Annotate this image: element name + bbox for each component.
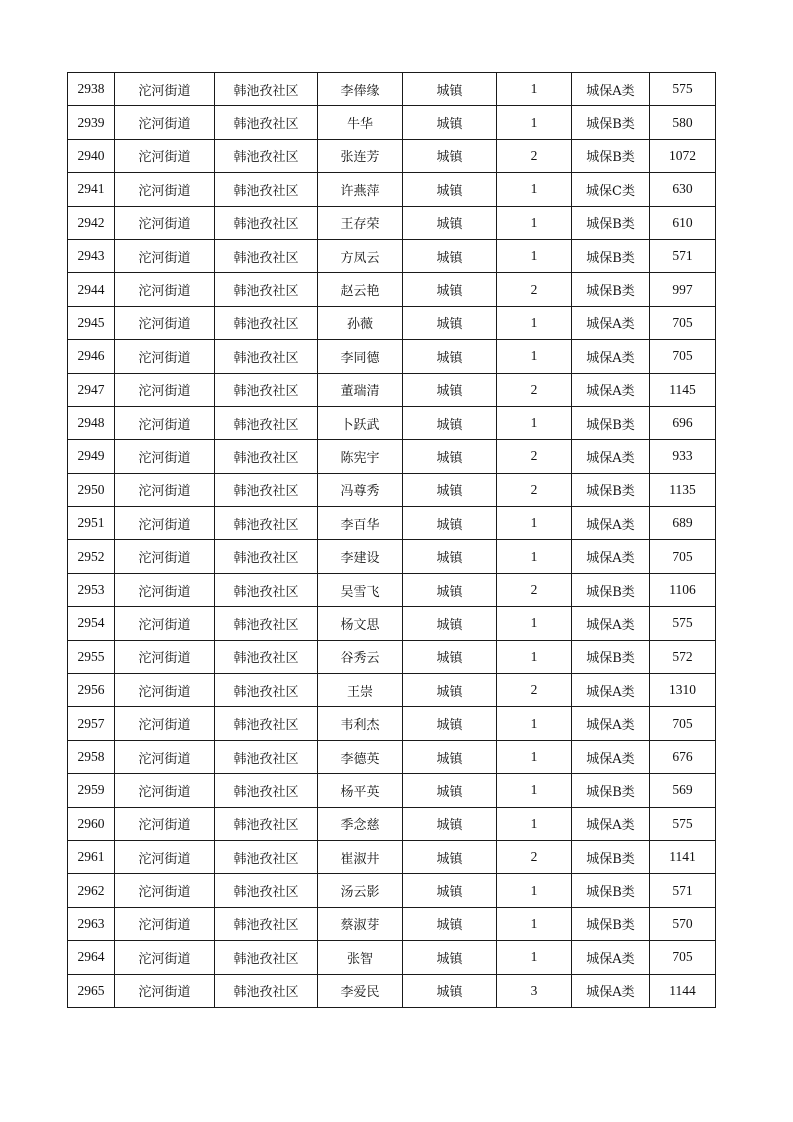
street-cell: 沱河街道	[115, 173, 215, 206]
table-body	[68, 73, 716, 1008]
category-cell: 城保A类	[572, 507, 650, 540]
community-cell: 韩池孜社区	[215, 306, 318, 339]
street-cell: 沱河街道	[115, 507, 215, 540]
street-cell: 沱河街道	[115, 740, 215, 773]
name-cell: 季念慈	[318, 807, 403, 840]
row-number-cell: 2961	[68, 840, 115, 873]
amount-cell: 705	[650, 540, 716, 573]
name-cell: 方凤云	[318, 239, 403, 272]
household-count-cell: 1	[497, 507, 572, 540]
amount-cell: 571	[650, 874, 716, 907]
area-type-cell: 城镇	[403, 507, 497, 540]
name-cell: 蔡淑芽	[318, 907, 403, 940]
household-count-cell: 1	[497, 340, 572, 373]
name-cell: 许燕萍	[318, 173, 403, 206]
row-number-cell: 2948	[68, 406, 115, 439]
amount-cell: 575	[650, 73, 716, 106]
household-count-cell: 1	[497, 206, 572, 239]
amount-cell: 610	[650, 206, 716, 239]
street-cell: 沱河街道	[115, 874, 215, 907]
category-cell: 城保B类	[572, 273, 650, 306]
amount-cell: 689	[650, 507, 716, 540]
category-cell: 城保B类	[572, 139, 650, 172]
name-cell: 牛华	[318, 106, 403, 139]
table-row	[68, 206, 716, 239]
household-count-cell: 2	[497, 440, 572, 473]
community-cell: 韩池孜社区	[215, 807, 318, 840]
community-cell: 韩池孜社区	[215, 640, 318, 673]
amount-cell: 933	[650, 440, 716, 473]
category-cell: 城保B类	[572, 840, 650, 873]
name-cell: 张连芳	[318, 139, 403, 172]
table-row	[68, 774, 716, 807]
area-type-cell: 城镇	[403, 239, 497, 272]
row-number-cell: 2964	[68, 941, 115, 974]
amount-cell: 571	[650, 239, 716, 272]
name-cell: 王存荣	[318, 206, 403, 239]
community-cell: 韩池孜社区	[215, 774, 318, 807]
table-row	[68, 106, 716, 139]
category-cell: 城保A类	[572, 674, 650, 707]
row-number-cell: 2943	[68, 239, 115, 272]
row-number-cell: 2939	[68, 106, 115, 139]
amount-cell: 1106	[650, 573, 716, 606]
row-number-cell: 2952	[68, 540, 115, 573]
area-type-cell: 城镇	[403, 173, 497, 206]
household-count-cell: 1	[497, 640, 572, 673]
category-cell: 城保A类	[572, 540, 650, 573]
household-count-cell: 1	[497, 306, 572, 339]
area-type-cell: 城镇	[403, 139, 497, 172]
street-cell: 沱河街道	[115, 807, 215, 840]
area-type-cell: 城镇	[403, 340, 497, 373]
area-type-cell: 城镇	[403, 674, 497, 707]
name-cell: 王崇	[318, 674, 403, 707]
category-cell: 城保A类	[572, 807, 650, 840]
category-cell: 城保B类	[572, 640, 650, 673]
amount-cell: 575	[650, 607, 716, 640]
name-cell: 杨平英	[318, 774, 403, 807]
street-cell: 沱河街道	[115, 440, 215, 473]
street-cell: 沱河街道	[115, 974, 215, 1007]
table-row	[68, 273, 716, 306]
name-cell: 冯尊秀	[318, 473, 403, 506]
row-number-cell: 2957	[68, 707, 115, 740]
street-cell: 沱河街道	[115, 406, 215, 439]
table-row	[68, 674, 716, 707]
table-row	[68, 707, 716, 740]
household-count-cell: 1	[497, 239, 572, 272]
category-cell: 城保B类	[572, 774, 650, 807]
name-cell: 李俸缘	[318, 73, 403, 106]
community-cell: 韩池孜社区	[215, 740, 318, 773]
table-row	[68, 740, 716, 773]
household-count-cell: 1	[497, 73, 572, 106]
category-cell: 城保A类	[572, 340, 650, 373]
street-cell: 沱河街道	[115, 540, 215, 573]
amount-cell: 705	[650, 941, 716, 974]
category-cell: 城保B类	[572, 406, 650, 439]
amount-cell: 705	[650, 707, 716, 740]
street-cell: 沱河街道	[115, 106, 215, 139]
category-cell: 城保B类	[572, 206, 650, 239]
household-count-cell: 1	[497, 774, 572, 807]
row-number-cell: 2959	[68, 774, 115, 807]
amount-cell: 696	[650, 406, 716, 439]
name-cell: 赵云艳	[318, 273, 403, 306]
household-count-cell: 3	[497, 974, 572, 1007]
household-count-cell: 2	[497, 273, 572, 306]
category-cell: 城保B类	[572, 573, 650, 606]
community-cell: 韩池孜社区	[215, 874, 318, 907]
name-cell: 谷秀云	[318, 640, 403, 673]
table-row	[68, 306, 716, 339]
area-type-cell: 城镇	[403, 740, 497, 773]
amount-cell: 1072	[650, 139, 716, 172]
category-cell: 城保A类	[572, 440, 650, 473]
name-cell: 董瑞清	[318, 373, 403, 406]
name-cell: 韦利杰	[318, 707, 403, 740]
area-type-cell: 城镇	[403, 206, 497, 239]
table-row	[68, 373, 716, 406]
street-cell: 沱河街道	[115, 774, 215, 807]
table-row	[68, 573, 716, 606]
community-cell: 韩池孜社区	[215, 607, 318, 640]
table-row	[68, 607, 716, 640]
category-cell: 城保B类	[572, 106, 650, 139]
household-count-cell: 2	[497, 840, 572, 873]
street-cell: 沱河街道	[115, 373, 215, 406]
street-cell: 沱河街道	[115, 306, 215, 339]
community-cell: 韩池孜社区	[215, 907, 318, 940]
row-number-cell: 2960	[68, 807, 115, 840]
amount-cell: 705	[650, 306, 716, 339]
community-cell: 韩池孜社区	[215, 507, 318, 540]
community-cell: 韩池孜社区	[215, 273, 318, 306]
area-type-cell: 城镇	[403, 907, 497, 940]
street-cell: 沱河街道	[115, 273, 215, 306]
household-count-cell: 1	[497, 874, 572, 907]
community-cell: 韩池孜社区	[215, 173, 318, 206]
area-type-cell: 城镇	[403, 406, 497, 439]
community-cell: 韩池孜社区	[215, 406, 318, 439]
category-cell: 城保B类	[572, 239, 650, 272]
name-cell: 吴雪飞	[318, 573, 403, 606]
row-number-cell: 2958	[68, 740, 115, 773]
name-cell: 崔淑井	[318, 840, 403, 873]
table-row	[68, 807, 716, 840]
amount-cell: 580	[650, 106, 716, 139]
community-cell: 韩池孜社区	[215, 106, 318, 139]
category-cell: 城保A类	[572, 373, 650, 406]
community-cell: 韩池孜社区	[215, 139, 318, 172]
street-cell: 沱河街道	[115, 941, 215, 974]
amount-cell: 569	[650, 774, 716, 807]
household-count-cell: 1	[497, 106, 572, 139]
area-type-cell: 城镇	[403, 573, 497, 606]
row-number-cell: 2962	[68, 874, 115, 907]
table-row	[68, 907, 716, 940]
row-number-cell: 2955	[68, 640, 115, 673]
table-row	[68, 73, 716, 106]
household-count-cell: 2	[497, 373, 572, 406]
category-cell: 城保A类	[572, 974, 650, 1007]
amount-cell: 630	[650, 173, 716, 206]
row-number-cell: 2947	[68, 373, 115, 406]
street-cell: 沱河街道	[115, 573, 215, 606]
street-cell: 沱河街道	[115, 73, 215, 106]
area-type-cell: 城镇	[403, 974, 497, 1007]
table-row	[68, 473, 716, 506]
row-number-cell: 2949	[68, 440, 115, 473]
name-cell: 汤云影	[318, 874, 403, 907]
row-number-cell: 2965	[68, 974, 115, 1007]
name-cell: 李爱民	[318, 974, 403, 1007]
community-cell: 韩池孜社区	[215, 73, 318, 106]
area-type-cell: 城镇	[403, 373, 497, 406]
category-cell: 城保A类	[572, 707, 650, 740]
community-cell: 韩池孜社区	[215, 206, 318, 239]
household-count-cell: 2	[497, 573, 572, 606]
street-cell: 沱河街道	[115, 640, 215, 673]
row-number-cell: 2950	[68, 473, 115, 506]
row-number-cell: 2953	[68, 573, 115, 606]
amount-cell: 1145	[650, 373, 716, 406]
row-number-cell: 2940	[68, 139, 115, 172]
table-row	[68, 974, 716, 1007]
street-cell: 沱河街道	[115, 206, 215, 239]
name-cell: 孙薇	[318, 306, 403, 339]
street-cell: 沱河街道	[115, 840, 215, 873]
amount-cell: 997	[650, 273, 716, 306]
street-cell: 沱河街道	[115, 340, 215, 373]
household-count-cell: 1	[497, 707, 572, 740]
community-cell: 韩池孜社区	[215, 707, 318, 740]
area-type-cell: 城镇	[403, 306, 497, 339]
household-count-cell: 1	[497, 907, 572, 940]
category-cell: 城保A类	[572, 306, 650, 339]
table-row	[68, 507, 716, 540]
street-cell: 沱河街道	[115, 239, 215, 272]
household-count-cell: 1	[497, 607, 572, 640]
category-cell: 城保A类	[572, 740, 650, 773]
community-cell: 韩池孜社区	[215, 373, 318, 406]
name-cell: 李同德	[318, 340, 403, 373]
area-type-cell: 城镇	[403, 774, 497, 807]
amount-cell: 575	[650, 807, 716, 840]
household-count-cell: 1	[497, 540, 572, 573]
area-type-cell: 城镇	[403, 707, 497, 740]
name-cell: 杨文思	[318, 607, 403, 640]
table-row	[68, 239, 716, 272]
amount-cell: 676	[650, 740, 716, 773]
category-cell: 城保A类	[572, 607, 650, 640]
table-row	[68, 406, 716, 439]
household-count-cell: 2	[497, 139, 572, 172]
category-cell: 城保C类	[572, 173, 650, 206]
name-cell: 陈宪宇	[318, 440, 403, 473]
table-row	[68, 941, 716, 974]
community-cell: 韩池孜社区	[215, 674, 318, 707]
category-cell: 城保B类	[572, 907, 650, 940]
household-count-cell: 2	[497, 674, 572, 707]
category-cell: 城保A类	[572, 73, 650, 106]
row-number-cell: 2951	[68, 507, 115, 540]
community-cell: 韩池孜社区	[215, 840, 318, 873]
area-type-cell: 城镇	[403, 106, 497, 139]
area-type-cell: 城镇	[403, 607, 497, 640]
area-type-cell: 城镇	[403, 640, 497, 673]
row-number-cell: 2944	[68, 273, 115, 306]
area-type-cell: 城镇	[403, 473, 497, 506]
table-row	[68, 640, 716, 673]
street-cell: 沱河街道	[115, 907, 215, 940]
table-row	[68, 874, 716, 907]
area-type-cell: 城镇	[403, 874, 497, 907]
amount-cell: 1144	[650, 974, 716, 1007]
row-number-cell: 2963	[68, 907, 115, 940]
community-cell: 韩池孜社区	[215, 473, 318, 506]
row-number-cell: 2954	[68, 607, 115, 640]
amount-cell: 570	[650, 907, 716, 940]
street-cell: 沱河街道	[115, 607, 215, 640]
recipient-table	[67, 72, 716, 1008]
community-cell: 韩池孜社区	[215, 540, 318, 573]
household-count-cell: 2	[497, 473, 572, 506]
household-count-cell: 1	[497, 173, 572, 206]
name-cell: 李百华	[318, 507, 403, 540]
amount-cell: 1141	[650, 840, 716, 873]
household-count-cell: 1	[497, 807, 572, 840]
category-cell: 城保B类	[572, 874, 650, 907]
household-count-cell: 1	[497, 740, 572, 773]
amount-cell: 705	[650, 340, 716, 373]
amount-cell: 1310	[650, 674, 716, 707]
category-cell: 城保A类	[572, 941, 650, 974]
street-cell: 沱河街道	[115, 473, 215, 506]
name-cell: 李德英	[318, 740, 403, 773]
table-row	[68, 173, 716, 206]
community-cell: 韩池孜社区	[215, 239, 318, 272]
household-count-cell: 1	[497, 406, 572, 439]
row-number-cell: 2946	[68, 340, 115, 373]
community-cell: 韩池孜社区	[215, 340, 318, 373]
name-cell: 张智	[318, 941, 403, 974]
street-cell: 沱河街道	[115, 139, 215, 172]
area-type-cell: 城镇	[403, 840, 497, 873]
table-row	[68, 440, 716, 473]
community-cell: 韩池孜社区	[215, 974, 318, 1007]
community-cell: 韩池孜社区	[215, 440, 318, 473]
table-row	[68, 540, 716, 573]
row-number-cell: 2941	[68, 173, 115, 206]
amount-cell: 572	[650, 640, 716, 673]
community-cell: 韩池孜社区	[215, 573, 318, 606]
row-number-cell: 2956	[68, 674, 115, 707]
row-number-cell: 2938	[68, 73, 115, 106]
table-row	[68, 340, 716, 373]
street-cell: 沱河街道	[115, 707, 215, 740]
category-cell: 城保B类	[572, 473, 650, 506]
area-type-cell: 城镇	[403, 540, 497, 573]
area-type-cell: 城镇	[403, 73, 497, 106]
community-cell: 韩池孜社区	[215, 941, 318, 974]
area-type-cell: 城镇	[403, 273, 497, 306]
row-number-cell: 2942	[68, 206, 115, 239]
table-row	[68, 840, 716, 873]
household-count-cell: 1	[497, 941, 572, 974]
amount-cell: 1135	[650, 473, 716, 506]
row-number-cell: 2945	[68, 306, 115, 339]
street-cell: 沱河街道	[115, 674, 215, 707]
name-cell: 李建设	[318, 540, 403, 573]
area-type-cell: 城镇	[403, 941, 497, 974]
table-row	[68, 139, 716, 172]
area-type-cell: 城镇	[403, 807, 497, 840]
area-type-cell: 城镇	[403, 440, 497, 473]
name-cell: 卜跃武	[318, 406, 403, 439]
